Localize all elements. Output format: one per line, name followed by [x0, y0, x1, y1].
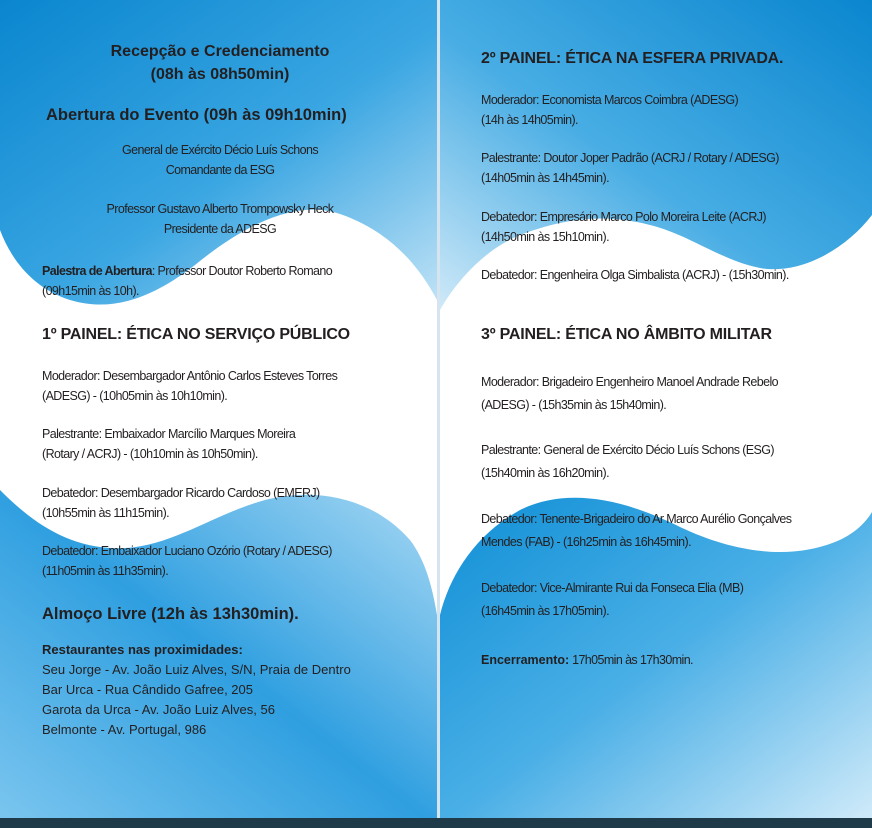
opening-speaker-1 — [60, 141, 380, 180]
panel-1-item — [42, 484, 320, 523]
restaurant-item: Belmonte - Av. Portugal, 986 — [42, 722, 207, 737]
page-fold — [437, 0, 440, 828]
panel-3-item-line1: Moderador: Brigadeiro Engenheiro Manoel Andrade Rebelo — [481, 375, 778, 389]
panel-3-item-line2: Mendes (FAB) - (16h25min às 16h45min). — [481, 535, 691, 549]
closing-time: 17h05min às 17h30min. — [569, 653, 693, 667]
panel-3-title: 3º PAINEL: ÉTICA NO ÂMBITO MILITAR — [481, 326, 772, 343]
panel-3-item-line1: Debatedor: Tenente-Brigadeiro do Ar Marco Aurélio Gonçalves — [481, 512, 792, 526]
panel-1-item-line1: Palestrante: Embaixador Marcílio Marques Moreira — [42, 427, 296, 441]
keynote-label: Palestra de Abertura — [42, 264, 152, 278]
opening-speaker-1-role: Comandante da ESG — [165, 162, 275, 177]
keynote — [42, 262, 332, 301]
closing-label: Encerramento: — [481, 653, 570, 667]
panel-3-item-line1: Debatedor: Vice-Almirante Rui da Fonseca Elia (MB) — [481, 581, 744, 595]
restaurant-item: Seu Jorge - Av. João Luiz Alves, S/N, Praia de Dentro — [42, 662, 351, 677]
panel-2-item-line1: Palestrante: Doutor Joper Padrão (ACRJ / Rotary / ADESG) — [481, 151, 779, 165]
restaurants-list — [42, 640, 351, 740]
opening-speaker-1-name: General de Exército Décio Luís Schons — [122, 143, 318, 157]
panel-2-item-line1: Debatedor: Empresário Marco Polo Moreira Leite (ACRJ) — [481, 210, 766, 224]
panel-3-item — [481, 439, 774, 485]
lunch-title: Almoço Livre (12h às 13h30min). — [42, 605, 299, 623]
panel-3-item-line2: (16h45min às 17h05min). — [481, 604, 609, 618]
panel-1-item-line2: (Rotary / ACRJ) - (10h10min às 10h50min). — [42, 446, 258, 461]
opening-speaker-2-name: Professor Gustavo Alberto Trompowsky Heck — [106, 202, 334, 216]
panel-1-item-line1: Moderador: Desembargador Antônio Carlos Esteves Torres — [42, 369, 338, 383]
bottom-strip — [0, 818, 872, 828]
panel-2-item-line1: Debatedor: Engenheira Olga Simbalista (ACRJ) - (15h30min). — [481, 268, 789, 282]
panel-3-item-line2: (15h40min às 16h20min). — [481, 466, 609, 480]
opening-title: Abertura do Evento (09h às 09h10min) — [46, 106, 347, 124]
panel-1-item — [42, 367, 337, 406]
keynote-text: : Professor Doutor Roberto Romano — [151, 264, 333, 278]
panel-3-item-line1: Palestrante: General de Exército Décio Luís Schons (ESG) — [481, 443, 774, 457]
panel-2-item — [481, 149, 779, 188]
reception-title: Recepção e Credenciamento — [110, 43, 330, 60]
panel-3-item — [481, 508, 791, 554]
panel-2-item-line2: (14h05min às 14h45min). — [481, 170, 609, 185]
panel-2-item-line1: Moderador: Economista Marcos Coimbra (ADESG) — [481, 93, 739, 107]
opening-speaker-2-role: Presidente da ADESG — [163, 221, 277, 236]
restaurant-item: Bar Urca - Rua Cândido Gafree, 205 — [42, 682, 253, 697]
reception-time: (08h às 08h50min) — [150, 66, 290, 83]
panel-2-item — [481, 91, 738, 130]
panel-1-item — [42, 542, 332, 581]
panel-2-item — [481, 266, 789, 286]
panel-1-item — [42, 425, 295, 464]
panel-3-item — [481, 371, 778, 417]
panel-3-item-line2: (ADESG) - (15h35min às 15h40min). — [481, 398, 667, 412]
panel-2-item — [481, 208, 766, 247]
panel-1-item-line1: Debatedor: Embaixador Luciano Ozório (Rotary / ADESG) — [42, 544, 332, 558]
keynote-time: (09h15min às 10h). — [42, 283, 139, 298]
panel-1-item-line2: (11h05min às 11h35min). — [42, 563, 169, 578]
closing — [481, 651, 693, 671]
panel-2-item-line2: (14h às 14h05min). — [481, 112, 578, 127]
opening-speaker-2 — [60, 200, 380, 239]
reception-heading — [60, 40, 380, 86]
panel-1-item-line2: (10h55min às 11h15min). — [42, 505, 170, 520]
restaurants-title: Restaurantes nas proximidades: — [42, 642, 243, 657]
panel-2-title: 2º PAINEL: ÉTICA NA ESFERA PRIVADA. — [481, 50, 784, 67]
panel-1-title: 1º PAINEL: ÉTICA NO SERVIÇO PÚBLICO — [42, 326, 350, 343]
panel-1-item-line1: Debatedor: Desembargador Ricardo Cardoso (EMERJ) — [42, 486, 320, 500]
panel-3-item — [481, 577, 743, 623]
panel-1-item-line2: (ADESG) - (10h05min às 10h10min). — [42, 388, 228, 403]
restaurant-item: Garota da Urca - Av. João Luiz Alves, 56 — [42, 702, 275, 717]
panel-2-item-line2: (14h50min às 15h10min). — [481, 229, 609, 244]
